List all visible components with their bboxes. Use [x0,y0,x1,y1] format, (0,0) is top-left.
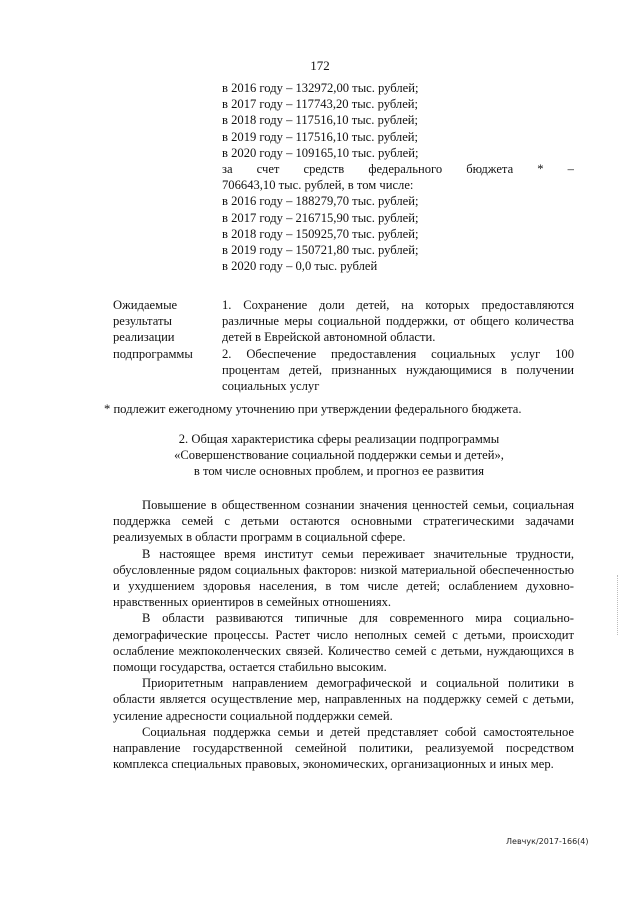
footnote: * подлежит ежегодному уточнению при утверждении федерального бюджета. [104,402,522,416]
heading-line: «Совершенствование социальной поддержки семьи и детей», [174,448,504,463]
federal-word: федерального [368,162,443,177]
paragraph: Приоритетным направлением демографической и социальной политики в области является осуществление мер, направленных на поддержку семей с детьми, усиление адресности социальной поддержки семей. [113,676,574,723]
federal-word: * [537,162,544,177]
budget-line: в 2019 году – 117516,10 тыс. рублей; [222,129,419,144]
section-heading [104,431,574,480]
paragraph: Социальная поддержка семьи и детей представляет собой самостоятельное направление государственной семейной политики, реализуемой посредством комплекса специальных правовых, экономических, организационных и иных мер. [113,724,574,772]
footer-document-code: Левчук/2017-166(4) [506,837,589,846]
budget-line: в 2017 году – 117743,20 тыс. рублей; [222,97,419,112]
budget-block [222,80,574,274]
body-text [113,497,574,772]
expected-results-body [222,297,574,394]
federal-budget-line [222,161,574,177]
budget-line: в 2018 году – 117516,10 тыс. рублей; [222,113,419,128]
heading-line: в том числе основных проблем, и прогноз ее развития [193,464,485,479]
result-item: 2. Обеспечение предоставления социальных услуг 100 процентам детей, признанных нуждающимися в получении социальных услуг [222,346,574,394]
federal-word: бюджета [466,162,514,177]
budget-line: в 2016 году – 132972,00 тыс. рублей; [222,81,419,95]
label-line: результаты [113,314,172,329]
label-line: Ожидаемые [113,298,178,312]
paragraph: Повышение в общественном сознании значения ценностей семьи, социальная поддержка семей с детьми остаются основными стратегическими задачами реализуемых в области программ в социальной сфере. [113,498,574,545]
heading-line: 2. Общая характеристика сферы реализации подпрограммы [178,432,500,446]
federal-word: за [222,162,233,177]
page-number: 172 [310,58,330,73]
result-item: 1. Сохранение доли детей, на которых предоставляются различные меры социальной поддержки, от общего количества детей в Еврейской автономной области. [222,298,574,345]
federal-word: счет [256,162,280,177]
budget-line: в 2017 году – 216715,90 тыс. рублей; [222,210,419,225]
federal-word: средств [303,162,345,177]
budget-line: в 2020 году – 0,0 тыс. рублей [222,259,378,274]
paragraph: В области развиваются типичные для современного мира социально-демографические процессы. Растет число неполных семей с детьми, происходит ослабление межпоколенческих связей. Количество семей с детьми, нуждающихся в помощи государства, остается стабильно высоким. [113,611,574,675]
paragraph: В настоящее время институт семьи переживает значительные трудности, обусловленные рядом социальных факторов: низкой материальной обеспеченностью и ухудшением здоровья населения, в том числе детей; ослаблением духовно-нравственных ориентиров в семейных отношениях. [113,546,574,610]
budget-line: в 2016 году – 188279,70 тыс. рублей; [222,194,419,209]
federal-budget-total: 706643,10 тыс. рублей, в том числе: [222,178,414,193]
expected-results-label [113,297,213,362]
budget-line: в 2019 году – 150721,80 тыс. рублей; [222,243,419,258]
scan-margin-mark [617,575,619,635]
federal-word: – [567,162,574,177]
budget-line: в 2020 году – 109165,10 тыс. рублей; [222,145,419,160]
budget-line: в 2018 году – 150925,70 тыс. рублей; [222,226,419,241]
label-line: реализации [113,330,175,345]
label-line: подпрограммы [113,346,193,361]
